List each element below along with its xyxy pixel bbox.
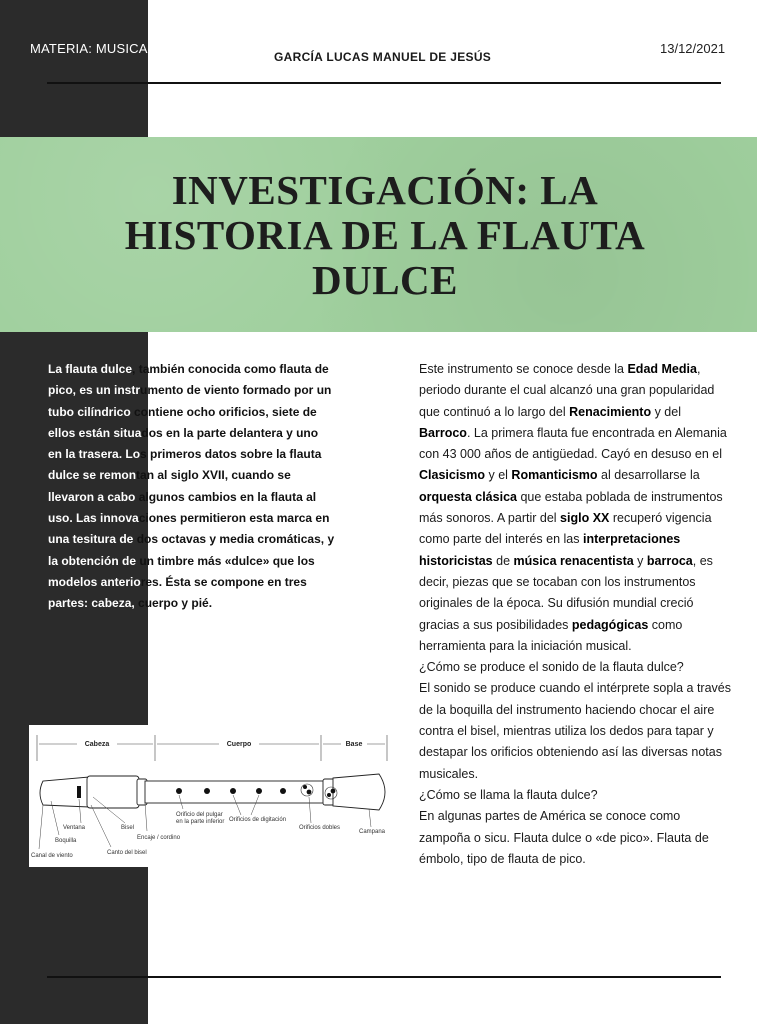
history-text: y el: [485, 468, 512, 483]
subject-label: MATERIA: MUSICA: [30, 41, 148, 56]
intro-line-end: umento de viento formado por un: [140, 383, 332, 398]
author-name: GARCÍA LUCAS MANUEL DE JESÚS: [274, 50, 492, 64]
history-text: y del: [651, 404, 681, 419]
intro-line-start: dulce se remon: [48, 468, 137, 483]
history-text: recuperó vigencia como parte del interés en las: [419, 511, 712, 547]
intro-line: [48, 487, 358, 508]
intro-line-start: La flauta dulce: [48, 362, 133, 376]
label-windway: Canal de viento: [31, 853, 73, 859]
finger-hole: [256, 788, 262, 794]
question-name: ¿Cómo se llama la flauta dulce?: [419, 787, 598, 802]
intro-line-end: dos octavas y media cromáticas, y: [136, 532, 335, 547]
intro-line: [48, 402, 358, 423]
intro-line-end: tan al siglo XVII, cuando se: [136, 468, 291, 483]
intro-line: [48, 593, 358, 614]
keyword-pedagogicas: pedagógicas: [571, 617, 649, 632]
keyword-renacimiento: Renacimiento: [569, 404, 652, 419]
section-body-label: Cuerpo: [226, 741, 252, 748]
history-text: que estaba poblada de instrumentos más sonoros. A partir del: [419, 489, 723, 526]
intro-line-start: llevaron a cabo: [48, 489, 139, 504]
intro-line-end: cuerpo y pié.: [138, 596, 213, 611]
keyword-interpretaciones: interpretaciones historicistas: [419, 532, 681, 568]
intro-line-end: dos en la parte delantera y uno: [141, 425, 319, 440]
intro-line: [48, 444, 358, 465]
double-hole: [331, 789, 336, 794]
history-text: de: [492, 553, 514, 568]
label-thumb-hole-sub: en la parte inferior: [176, 819, 225, 825]
intro-line: [48, 508, 358, 529]
intro-line: [48, 465, 358, 486]
header-divider: [47, 82, 721, 84]
intro-line: [48, 529, 358, 550]
label-window: Ventana: [63, 825, 86, 831]
intro-line-start: una tesitura de: [48, 532, 137, 547]
label-bevel-edge: Canto del bisel: [107, 850, 147, 856]
question-sound: ¿Cómo se produce el sonido de la flauta dulce?: [419, 660, 684, 675]
history-text: . La primera flauta fue encontrada en Alemania con 43 000 años de antigüedad. Cayó en desuso en el: [419, 425, 727, 462]
recorder-mouthpiece: [40, 777, 89, 807]
keyword-romanticismo: Romanticismo: [511, 468, 598, 483]
history-text: , periodo durante el cual alcanzó una gran popularidad que continuó a lo largo del: [419, 362, 715, 419]
finger-hole: [280, 788, 286, 794]
finger-hole: [176, 788, 182, 794]
intro-line-start: tubo cilíndrico: [48, 404, 134, 419]
intro-line-end: algunos cambios en la flauta al: [138, 489, 317, 504]
history-text: y: [633, 553, 647, 568]
history-text: como herramienta para la iniciación musical.: [419, 617, 683, 653]
document-date: 13/12/2021: [660, 41, 726, 56]
intro-paragraph: [48, 359, 358, 615]
keyword-orquesta-clasica: orquesta clásica: [419, 489, 517, 504]
keyword-barroca: barroca: [646, 553, 693, 568]
label-mouthpiece: Boquilla: [55, 838, 77, 844]
intro-line-start: en la trasera. Lo: [48, 447, 141, 462]
keyword-clasicismo: Clasicismo: [419, 468, 486, 483]
label-joint: Encaje / cordino: [137, 835, 181, 841]
recorder-head: [87, 776, 139, 808]
keyword-edad-media: Edad Media: [627, 362, 697, 376]
intro-line-end: s primeros datos sobre la flauta: [140, 447, 322, 462]
keyword-musica-renacentista: música renacentista: [513, 553, 634, 568]
recorder-bell: [333, 774, 385, 810]
page-title: INVESTIGACIÓN: LA HISTORIA DE LA FLAUTA DULCE: [124, 167, 646, 303]
answer-name: En algunas partes de América se conoce como zampoña o sicu. Flauta dulce o «de pico». Flauta de émbolo, tipo de flauta de pico.: [419, 809, 709, 866]
label-thumb-hole: Orificio del pulgar: [176, 812, 223, 818]
intro-line-end: ciones permitieron esta marca en: [138, 511, 330, 526]
intro-line-start: modelos anterio: [48, 574, 141, 589]
intro-line-end: res. Ésta se compone en tres: [140, 574, 307, 589]
history-column: [419, 359, 735, 870]
history-paragraph: [419, 359, 735, 657]
intro-line: [48, 551, 358, 572]
finger-hole: [204, 788, 210, 794]
label-double-holes: Orificios dobles: [299, 825, 341, 831]
label-bevel: Bisel: [121, 825, 135, 831]
intro-line-start: ellos están situa: [48, 425, 142, 440]
intro-line-start: la obtención de: [48, 553, 140, 568]
intro-line-end: contiene ocho orificios, siete de: [134, 404, 317, 419]
intro-line-start: pico, es un instr: [48, 383, 141, 398]
intro-line-start: uso. Las innova: [48, 511, 139, 526]
history-text: , es decir, piezas que se tocaban con los instrumentos originales de la época. Su difusión mundial creció gracias a sus posibilidades: [419, 553, 713, 632]
label-bell: Campana: [359, 829, 386, 835]
intro-line: [48, 359, 358, 380]
recorder-diagram: [29, 725, 399, 867]
intro-line: [48, 572, 358, 593]
keyword-barroco: Barroco: [419, 425, 467, 440]
section-base-label: Base: [345, 741, 363, 748]
footer-divider: [47, 976, 721, 978]
double-hole: [327, 793, 331, 797]
intro-line: [48, 423, 358, 444]
double-hole: [303, 785, 307, 789]
label-finger-holes: Orificios de digitación: [229, 817, 287, 823]
history-text: al desarrollarse la: [597, 468, 700, 483]
intro-line-end: , también conocida como flauta de: [132, 362, 329, 376]
keyword-siglo-xx: siglo XX: [560, 511, 610, 526]
recorder-window: [77, 786, 81, 798]
intro-line-end: un timbre más «dulce» que los: [139, 553, 315, 568]
finger-hole: [230, 788, 236, 794]
section-head-label: Cabeza: [84, 741, 110, 748]
recorder-diagram-svg: [29, 725, 399, 867]
double-hole: [307, 790, 312, 795]
history-text: Este instrumento se conoce desde la: [419, 362, 628, 376]
intro-line-start: partes: cabeza,: [48, 596, 139, 611]
answer-sound: El sonido se produce cuando el intérprete sopla a través de la boquilla del instrumento haciendo chocar el aire contra el bisel, mientras utiliza los dedos para tapar y destapar los orificios obteniendo así las diversas notas musicales.: [419, 681, 731, 781]
intro-line: [48, 380, 358, 401]
